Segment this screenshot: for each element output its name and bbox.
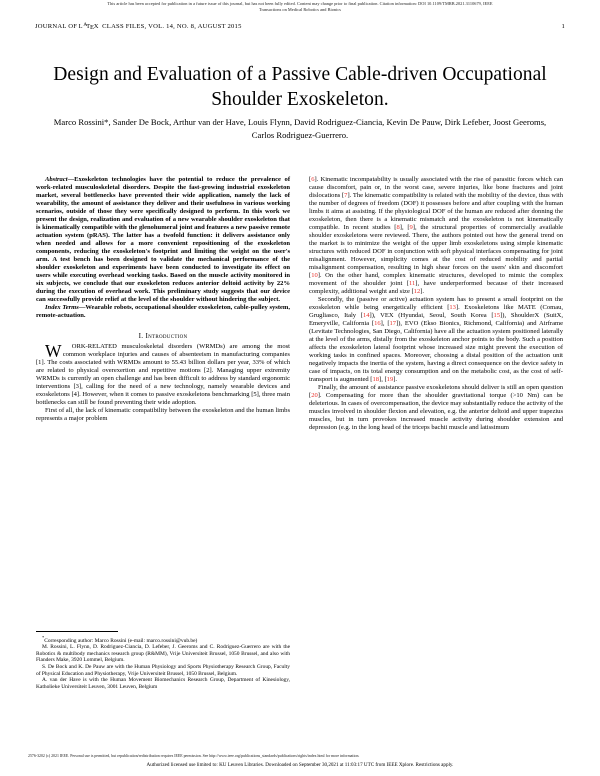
citation-reference[interactable]: 6: [311, 176, 315, 183]
asterisk-icon: *: [42, 635, 45, 640]
footnote-rule: [36, 631, 118, 632]
citation-reference[interactable]: 14: [362, 312, 370, 320]
abstract-paragraph: [36, 176, 290, 304]
abstract-dash: —: [67, 176, 75, 183]
footnote-corresponding-author: [36, 635, 290, 644]
citation-reference[interactable]: 18: [372, 376, 380, 384]
citation-reference[interactable]: 20: [311, 392, 318, 400]
intro-paragraph-1-text: ORK-RELATED musculoskeletal disorders (WRMDs) are among the most common workplace injuries and causes of absenteeism in manufacturing companies [1]. The costs associated with WRMDs amount to 55.43 billion dollars per year, 33% of which are related to physical overexertion and repetitive motions [2]. Managing upper extremity WRMDs is currently an open challenge and has been difficult to address by standard ergonomic interventions [3], calling for the need of a new technology, namely wearable devices and exoskeletons [4]. However, when it comes to passive exoskeletons benchmarking [5], three main bottlenecks can still be found preventing their wide adoption.: [36, 343, 290, 407]
right-column: [309, 176, 563, 433]
citation-reference[interactable]: 7: [344, 192, 348, 200]
page-title: Design and Evaluation of a Passive Cable-driven Occupational Shoulder Exoskeleton.: [53, 64, 547, 111]
section-heading-introduction: [36, 332, 290, 340]
running-head: [35, 23, 565, 30]
running-head-suffix: CLASS FILES, VOL. 14, NO. 8, AUGUST 2015: [100, 23, 242, 30]
footnote-affiliation-2: S. De Bock and K. De Pauw are with the Human Physiology and Sports Physiotherapy Research Group, Faculty of Physical Education and Physiotherapy, Vrije Universiteit Brussel, 1050 Brussel, Belgium.: [36, 664, 290, 677]
acceptance-banner-line-1: This article has been accepted for publication in a future issue of this journal, but has not been fully edited. Content may change prior to final publication. Citation information: DOI 10.1109/TMRB.2021.3110679, IEEE: [107, 1, 493, 6]
citation-reference[interactable]: 17: [389, 320, 397, 328]
ieee-acceptance-banner: [28, 1, 572, 12]
footnote-affiliation-1: M. Rossini, L. Flynn, D. Rodriguez-Ciancia, D. Lefeber, J. Geeroms and C. Rodriguez-Guerrero are with the Robotics & multibody mechanics research group (R&MM), Vrije Universiteit Brussel, 1050 Brussel, and also with Flanders Make, 3920 Lommel, Belgium.: [36, 644, 290, 664]
right-paragraph-3: Finally, the amount of assistance passive exoskeletons should deliver is still an open question [20]. Compensating for more than the shoulder gravitational torque (>10 Nm) can be deleterious. In cases of overcompensation, the device may substantially reduce the activity of the muscles involved in shoulder flexion and elevation, e.g. the anterior deltoid and upper trapezius muscles, but in turn provokes increased muscle activity during shoulder extension and depression (e.g. in the long head of the triceps bachii muscle and latissimum: [309, 384, 563, 432]
citation-reference[interactable]: 19: [386, 376, 394, 384]
running-head-journal: [35, 23, 242, 30]
footnote-block: [36, 635, 290, 690]
index-terms-dash: —: [78, 304, 86, 312]
index-terms-label: Index Terms: [45, 304, 79, 312]
footnote-affiliation-3: A. van der Have is with the Human Movement Biomechanics Research Group, Department of Kinesiology, Katholieke Universiteit Leuven, 3001 Leuven, Belgium: [36, 677, 290, 690]
abstract-label: Abstract: [45, 176, 68, 183]
right-paragraph-1: [6]. Kinematic incompatability is usually associated with the rise of parasitic forces which can cause discomfort, pain or, in the worst case, severe injuries, like bone fractures and joint dislocations [7]. The kinematic compatibility is related with the mobility of the device, thus with the number of degrees of freedom (DOF) it possesses before and after coupling with the human limbs it aims at assisting. If the physiological DOF of the human are reduced after donning the exoskeleton, then there is a kinematic mismatch and the exoskeleton is not kinematically compatible. In recent studies [8], [9], the structural properties of commercially available shoulder exoskeletons were reviewed. There, the authors pointed out how the general trend on the market is to minimize the weight of the upper limb exoskeletons using simple kinematic structures with reduced DOF in conjunction with soft physical interfaces compensating for joint misalignment. However, simplicity comes at the cost of reduced mobility and partial misalignment compensation, resulting in high shear forces on the users' skin and discomfort [10]. On the other hand, complex kinematic structures, developed to mimic the complex movement of the shoulder joint [11], have underperformed because of their increased complexity, additional weight and size [12].: [309, 176, 564, 296]
page-number: 1: [561, 23, 565, 30]
author-list: Marco Rossini*, Sander De Bock, Arthur van der Have, Louis Flynn, David Rodriguez-Ciancia, Kevin De Pauw, Dirk Lefeber, Joost Geeroms, Carlos Rodriguez-Guerrero.: [53, 117, 547, 141]
left-column: [36, 176, 290, 423]
authorized-use-bar: Authorized licensed use limited to: KU Leuven Libraries. Downloaded on September 30,2021 at 11:03:17 UTC from IEEE Xplore. Restrictions apply.: [146, 762, 454, 768]
running-head-prefix: JOURNAL OF: [35, 23, 80, 30]
citation-reference[interactable]: 11: [408, 280, 416, 288]
section-number: I.: [138, 331, 144, 340]
citation-reference[interactable]: 15: [493, 312, 501, 320]
section-title: Introduction: [145, 331, 188, 340]
citation-reference[interactable]: 13: [449, 304, 456, 312]
citation-reference[interactable]: 12: [413, 288, 421, 296]
citation-reference[interactable]: 16: [374, 320, 381, 328]
acceptance-banner-line-2: Transactions on Medical Robotics and Bionics: [258, 6, 342, 12]
citation-reference[interactable]: 9: [409, 224, 413, 232]
citation-reference[interactable]: 10: [311, 272, 318, 280]
index-terms-paragraph: [36, 304, 290, 320]
abstract-text: Exoskeleton technologies have the potential to reduce the prevalence of work-related musculoskeletal disorders. Despite the fast-growing industrial exoskeleton market, several bottlenecks have prevented their wide application, namely the lack of wearability, the amount of assistance they deliver and their usefulness in various working scenarios, outside of those they were specifically designed to perform. In this work we present the design, realization and evaluation of a new wearable shoulder exoskeleton that is kinematically compatible with the glenohumeral joint and features a new passive remote actuation system (pRAS). The latter has a twofold function: it delivers assistance only when needed and allows for a more convenient repositioning of the exoskeleton components, reducing the exoskeleton's footprint and limiting the weight on the user's arm. A test bench has been designed to validate the mechanical performance of the shoulder exoskeleton and experiments have been conducted to investigate its effect on users while executing overhead working tasks. Based on the muscle activity monitored in six subjects, we conclude that our exoskeleton reduces anterior deltoid activity by 22% during the execution of overhead work. This preliminary study suggests that our device can successfully provide relief at the level of the shoulder without hindering the subject.: [36, 176, 290, 304]
copyright-line: 2576-3202 (c) 2021 IEEE. Personal use is permitted, but republication/redistribution requires IEEE permission. See http://www.ieee.org/publications_standards/publications/rights/index.html for more information.: [28, 754, 360, 758]
drop-cap: W: [45, 340, 62, 361]
latex-logo: $L^ATEX$: [78, 22, 99, 32]
index-terms-text: Wearable robots, occupational shoulder exoskeleton, cable-pulley system, remote-actuation.: [36, 304, 290, 320]
intro-paragraph-1: [36, 340, 290, 407]
intro-paragraph-2: First of all, the lack of kinematic compatibility between the exoskeleton and the human limbs represents a major problem: [36, 407, 290, 423]
footnote-corresponding-author-text: Corresponding author: Marco Rossini (e-mail: marco.rossini@vub.be): [44, 637, 198, 644]
citation-reference[interactable]: 8: [396, 224, 400, 232]
right-paragraph-2: Secondly, the (passive or active) actuation system has to present a small footprint on the exoskeleton while being energetically efficient [13]. Exoskeletons like MATE (Comau, Grugliasco, Italy [14]), VEX (Hyundai, Seoul, South Korea [15]), ShoulderX (SuitX, Emeryville, California [16], [17]), EVO (Ekso Bionics, Richmond, California) and Airframe (Levitate Technologies, San Diego, California) have all the actuation system positioned laterally at the level of the arms, distally from the exoskeleton anchor points to the body. Such a position affects the exoskeleton lateral footprint whose increased size might prevent the execution of working tasks in confined spaces. Moreover, choosing a distal position of the actuation unit negatively impacts the inertia of the system, having a direct consequence on the device safety in case of impacts, on its total energy consumption and on the metabolic cost, as the cost of self-transport is augmented [18], [19].: [309, 296, 564, 384]
